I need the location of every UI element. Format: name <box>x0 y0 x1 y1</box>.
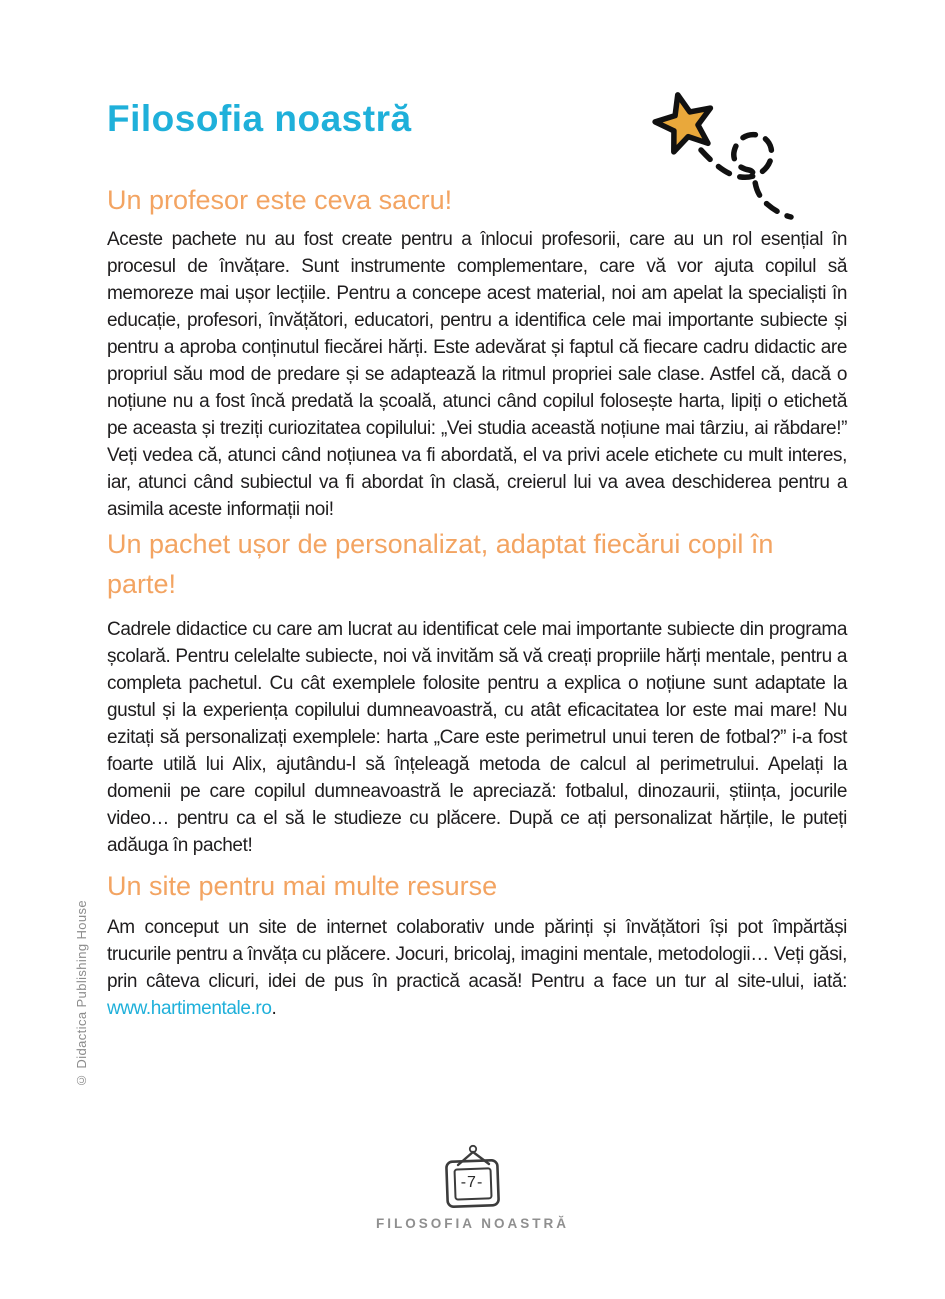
site-paragraph-period: . <box>271 998 277 1019</box>
section-heading-pachet: Un pachet ușor de personalizat, adaptat fiecărui copil în parte! <box>107 529 774 599</box>
section-heading-profesor: Un profesor este ceva sacru! <box>107 185 453 215</box>
page-number: -7- <box>460 1174 484 1191</box>
section-heading-site: Un site pentru mai multe resurse <box>107 871 498 901</box>
section-body-profesor: Aceste pachete nu au fost create pentru a înlocui profesorii, care au un rol esențial în procesul de învățare. Sunt instrumente complementare, care vă vor ajuta copilul să memoreze mai ușor lecțiile. Pentru a concepe acest material, noi am apelat la specialiști în educație, profesori, învățători, educatori, pentru a identifica cele mai importante subiecte și pentru a aproba conținutul fiecărei hărți. Este adevărat și faptul că fiecare cadru didactic are propriul său mod de predare și se adaptează la ritmul propriei sale clase. Astfel că, dacă o noțiune nu a fost încă predată la școală, atunci când copilul folosește harta, lipiți o etichetă pe aceasta și treziți curiozitatea copilului: „Vei studia această noțiune mai târziu, ai răbdare!” Veți vedea că, atunci când noțiunea va fi abordată, el va privi acele etichete cu mult interes, iar, atunci când subiectul va fi abordat în clasă, creierul lui va avea deschiderea pentru a asimila aceste informații noi! <box>107 229 847 520</box>
footer-chapter-label: FILOSOFIA NOASTRĂ <box>376 1216 569 1231</box>
section-body-site <box>107 914 847 1022</box>
website-link[interactable]: www.hartimentale.ro <box>107 998 272 1019</box>
page-number-frame-icon <box>432 1142 512 1216</box>
site-paragraph-text: Am conceput un site de internet colaborativ unde părinți și învățători își pot împărtăși trucurile pentru a învăța cu plăcere. Jocuri, bricolaj, imagini mentale, metodologii… Veți găsi, prin câteva clicuri, idei de pus în practică acasă! Pentru a face un tur al site-ului, iată: <box>107 917 847 992</box>
copyright-vertical-label: © Didactica Publishing House <box>74 899 89 1088</box>
section-body-pachet: Cadrele didactice cu care am lucrat au identificat cele mai importante subiecte din programa școlară. Pentru celelalte subiecte, noi vă invităm să vă creați propriile hărți mentale, pentru a completa pachetul. Cu cât exemplele folosite pentru a explica o noțiune sunt adaptate la gustul și la experiența copilului dumneavoastră, cu atât eficacitatea lor este mai mare! Nu ezitați să personalizați exemplele: harta „Care este perimetrul unui teren de fotbal?” i-a fost foarte utilă lui Alix, ajutându-l să înțeleagă metoda de calcul al perimetrului. Apelați la domenii pe care copilul dumneavoastră le apreciază: fotbalul, dinozaurii, știința, jocurile video… pentru ca el să le studieze cu plăcere. După ce ați personalizat hărțile, le puteți adăuga în pachet! <box>107 619 847 856</box>
page-title: Filosofia noastră <box>107 98 412 139</box>
